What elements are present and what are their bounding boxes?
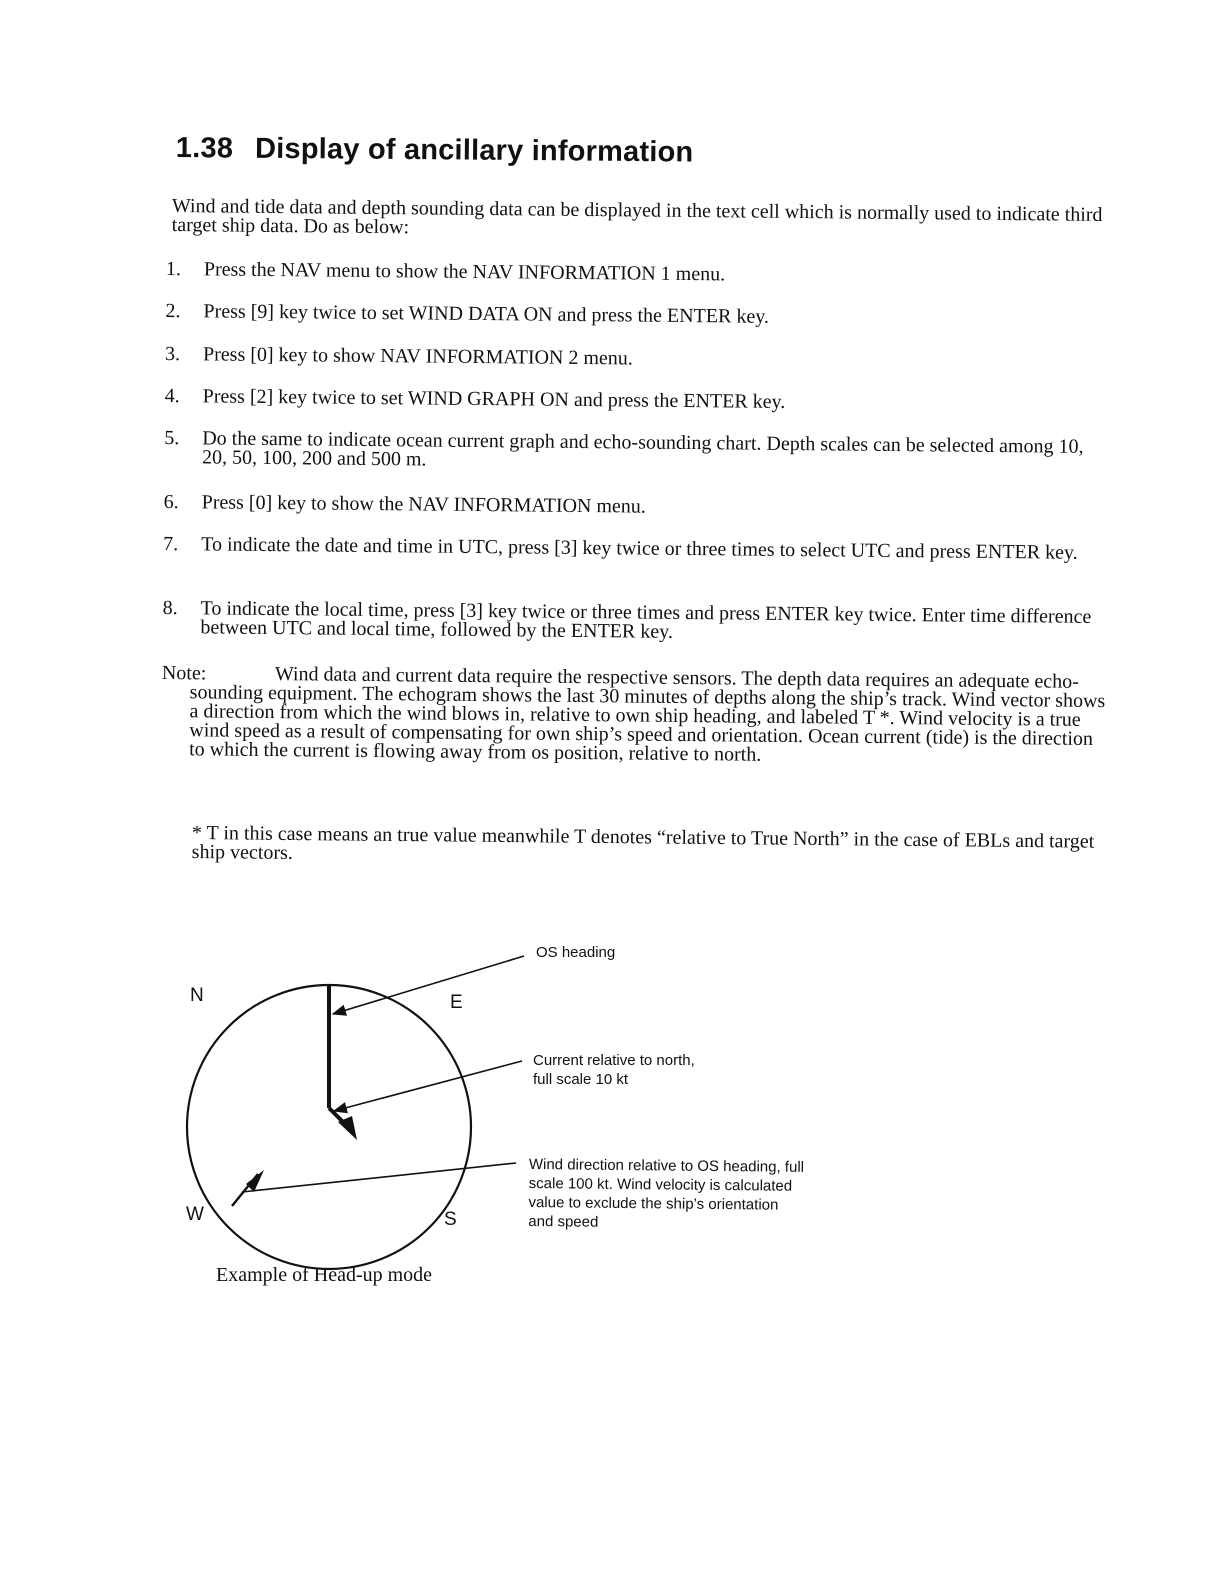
step-text: To indicate the date and time in UTC, press [3] key twice or three times to select UTC and press ENTER key. xyxy=(201,533,1078,564)
step-text: Press [2] key twice to set WIND GRAPH ON and press the ENTER key. xyxy=(202,385,786,413)
os-heading-callout: OS heading xyxy=(536,944,616,961)
wind-leader xyxy=(242,1163,516,1192)
wind-callout xyxy=(528,1155,804,1234)
step-text: Do the same to indicate ocean current graph and echo-sounding chart. Depth scales can be selected among 10, 20, 50, 100, 200 and 500 m. xyxy=(201,427,1084,471)
step-number: 5. xyxy=(164,426,180,450)
callout-line: Wind direction relative to OS heading, full xyxy=(528,1156,805,1176)
note-text: Wind data and current data require the respective sensors. The depth data requires an adequate echo-sounding equipment. The echogram shows the last 30 minutes of depths along the ship’s track. Wind vector shows a direction from which the wind blows in, relative to own ship heading, and labeled T *. Wind velocity is a true wind speed as a result of compensating for own ship’s speed and orientation. Ocean current (tide) is the direction to which the current is flowing away from os position, relative to north. xyxy=(189,663,1106,766)
callout-line: value to exclude the ship’s orientation xyxy=(528,1193,779,1214)
callout-line: Current relative to north, xyxy=(533,1052,695,1069)
os-heading-leader xyxy=(333,956,524,1014)
callout-line: full scale 10 kt xyxy=(533,1071,629,1088)
compass-north-label: N xyxy=(190,985,204,1006)
current-leader xyxy=(334,1061,522,1111)
step-text: Press [9] key twice to set WIND DATA ON and press the ENTER key. xyxy=(203,300,770,328)
compass-south-label: S xyxy=(444,1209,457,1230)
step-number: 8. xyxy=(162,596,178,620)
step-number: 6. xyxy=(163,490,179,514)
callout-line: and speed xyxy=(528,1212,599,1231)
intro-paragraph: Wind and tide data and depth sounding data can be displayed in the text cell which is normally used to indicate third target ship data. Do as below: xyxy=(171,195,1103,239)
step-number: 7. xyxy=(163,532,179,556)
step-text: Press [0] key to show the NAV INFORMATION menu. xyxy=(201,491,646,518)
footnote: * T in this case means an true value meanwhile T denotes “relative to True North” in the case of EBLs and target ship vectors. xyxy=(191,822,1095,864)
callout-line: scale 100 kt. Wind velocity is calculated xyxy=(528,1174,793,1195)
current-callout xyxy=(533,1051,695,1089)
compass-west-label: W xyxy=(186,1204,204,1225)
step-text: Press [0] key to show NAV INFORMATION 2 menu. xyxy=(202,343,633,370)
section-title: Display of ancillary information xyxy=(254,132,694,169)
step-text: Press the NAV menu to show the NAV INFORMATION 1 menu. xyxy=(203,258,726,286)
step-number: 4. xyxy=(164,384,180,408)
step-number: 1. xyxy=(165,257,181,281)
section-number: 1.38 xyxy=(175,132,234,165)
diagram-caption: Example of Head-up mode xyxy=(216,1264,433,1286)
step-text: To indicate the local time, press [3] key twice or three times and press ENTER key twice. Enter time difference between UTC and local time, followed by the ENTER key. xyxy=(200,597,1092,643)
compass-east-label: E xyxy=(450,992,463,1013)
note-label: Note: xyxy=(161,662,207,685)
wind-arrowhead xyxy=(246,1170,264,1192)
step-number: 3. xyxy=(164,342,181,366)
step-number: 2. xyxy=(165,299,181,323)
